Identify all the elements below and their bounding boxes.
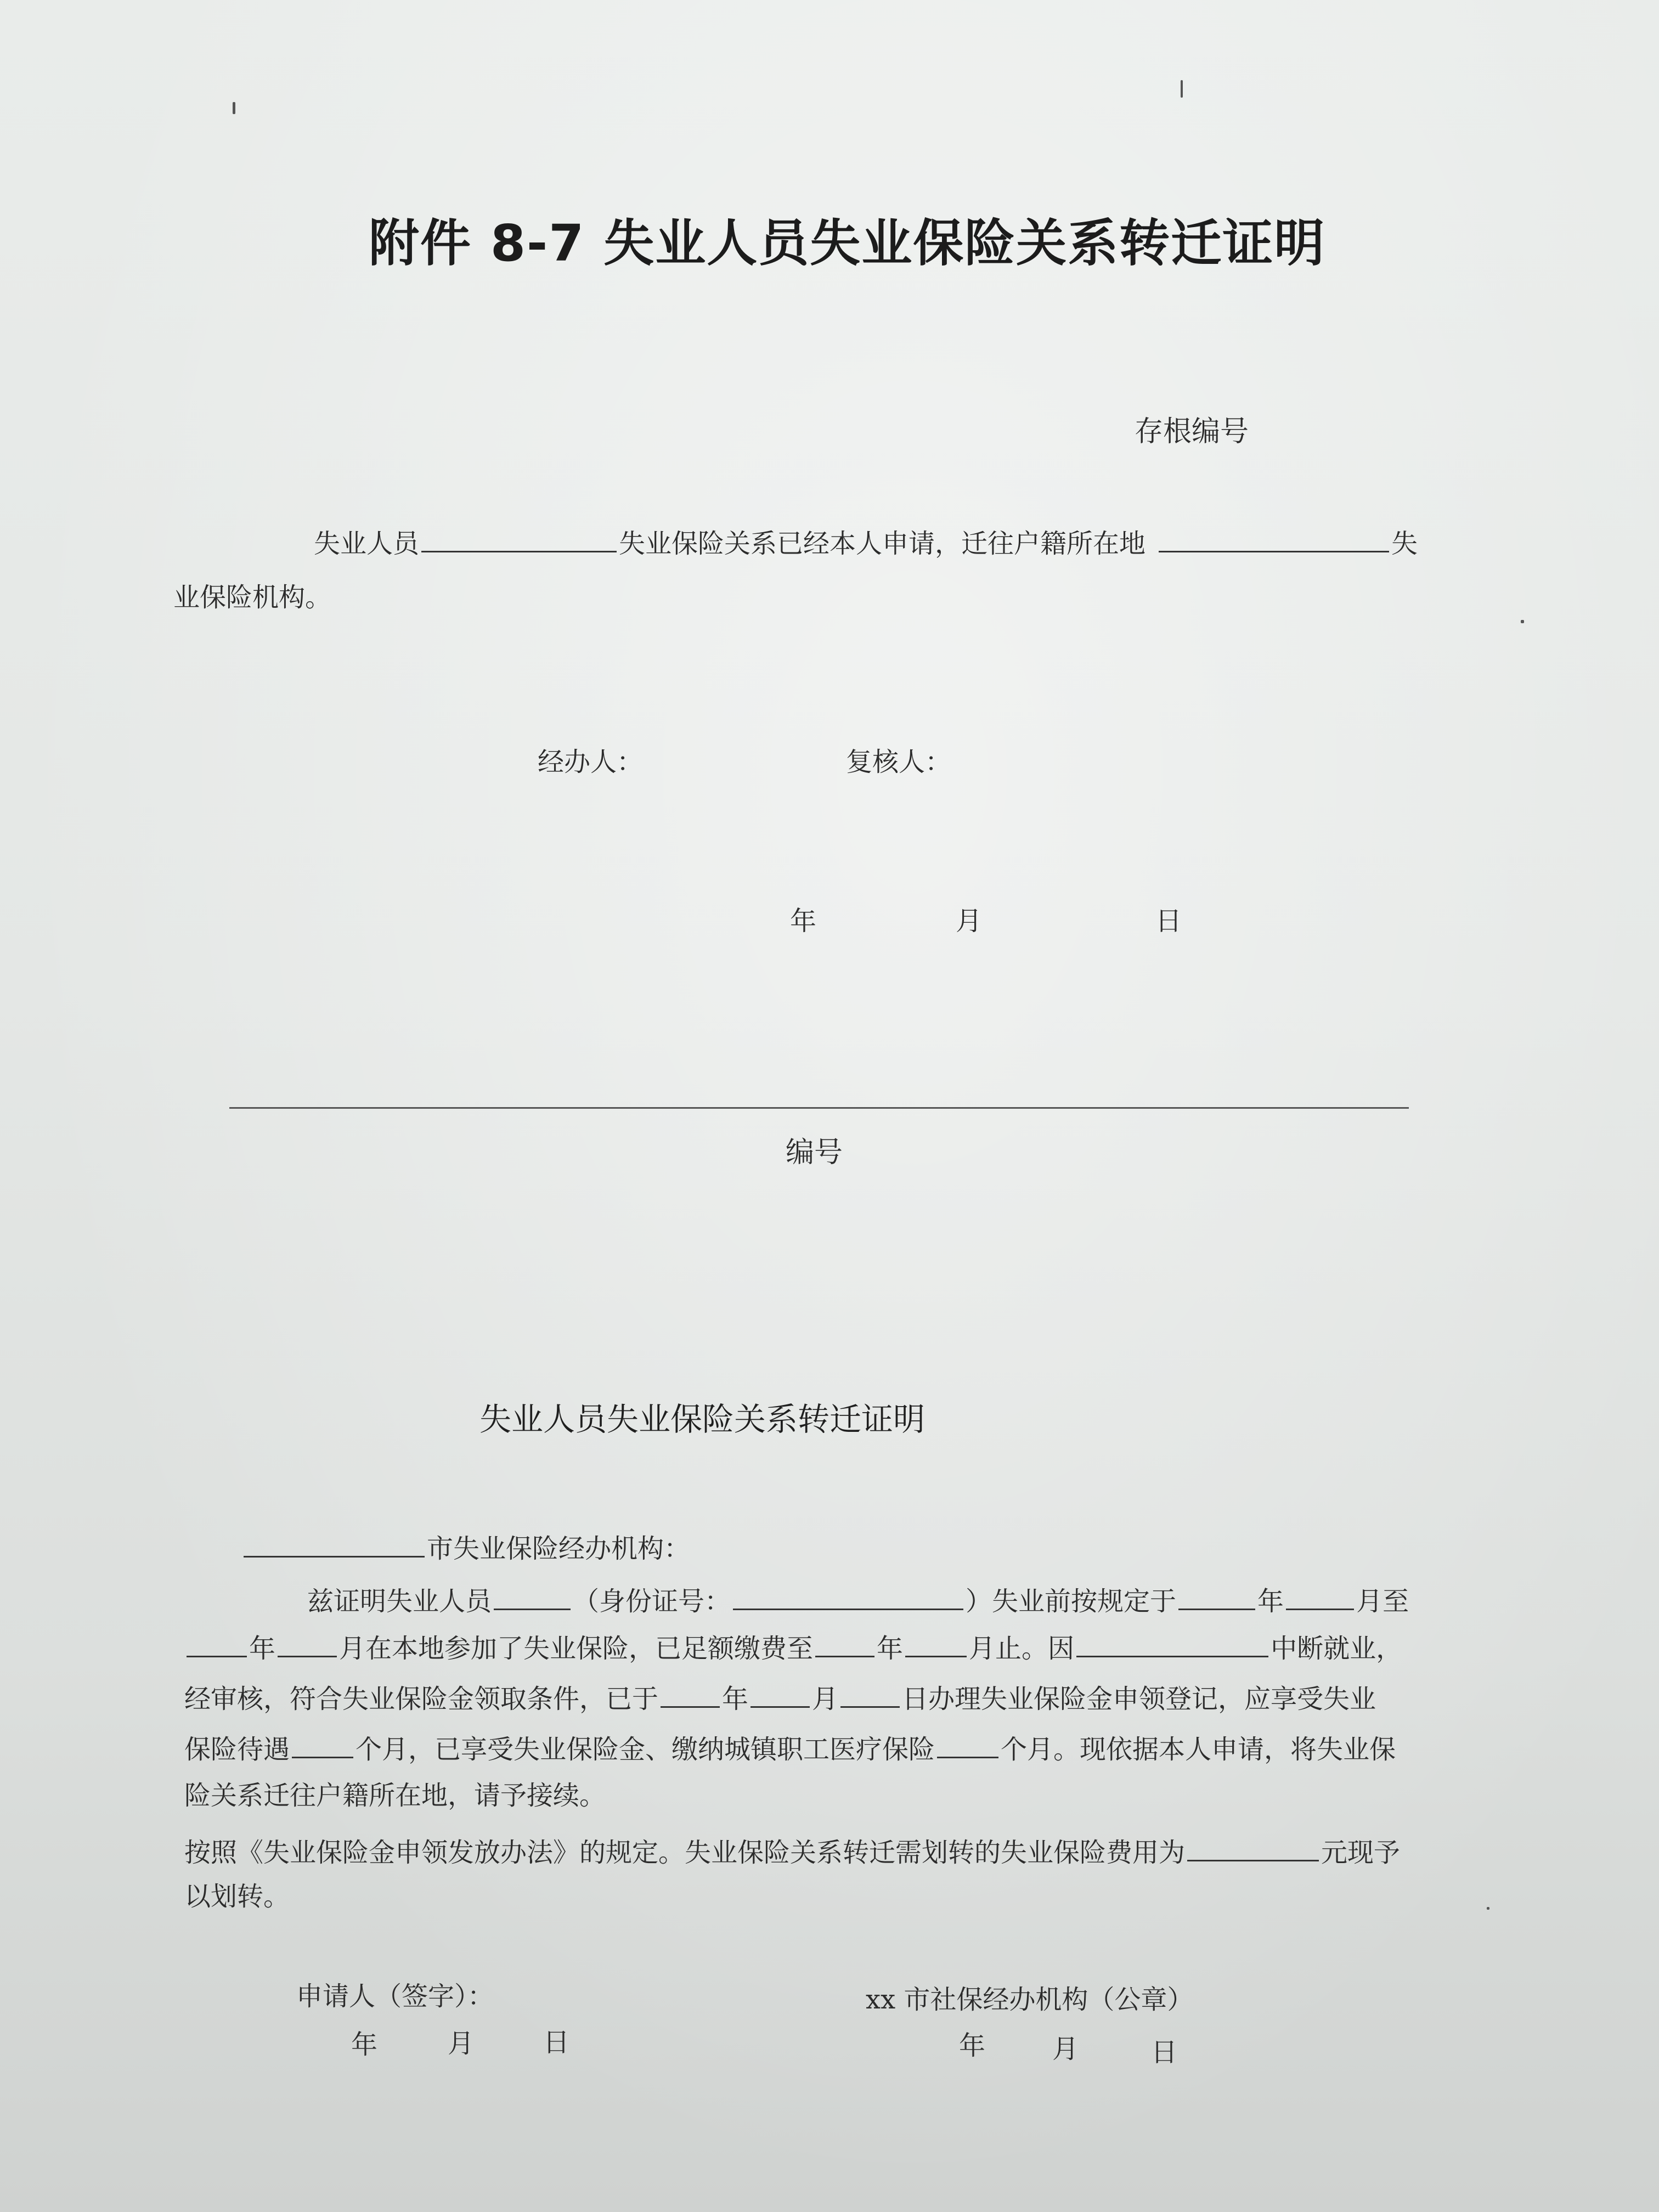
paper-speck: [1181, 80, 1183, 98]
cert-line-3: [184, 1678, 1376, 1716]
city-blank[interactable]: [244, 1530, 425, 1558]
cert-text: 月: [812, 1684, 839, 1714]
cert-text: 市失业保险经办机构：: [427, 1533, 691, 1564]
cert-text: 兹证明失业人员: [307, 1586, 492, 1617]
addressee-line: [241, 1527, 690, 1565]
paid-month-blank[interactable]: [905, 1629, 967, 1657]
id-number-blank[interactable]: [733, 1582, 963, 1610]
reg-year-blank[interactable]: [661, 1680, 720, 1708]
stub-year: 年: [790, 906, 817, 936]
tear-line: [229, 1107, 1409, 1109]
reason-blank[interactable]: [1076, 1629, 1268, 1657]
person-blank[interactable]: [494, 1582, 571, 1610]
cert-line-5: 险关系迁往户籍所在地，请予接续。: [184, 1780, 606, 1811]
cert-line-2: [184, 1627, 1402, 1665]
handler-label: 经办人：: [538, 747, 644, 777]
received-months-blank[interactable]: [937, 1730, 998, 1758]
cert-text: 年: [722, 1684, 749, 1714]
cert-text: 月至: [1356, 1586, 1409, 1617]
cert-title: 失业人员失业保险关系转迁证明: [479, 1401, 926, 1438]
start-year-blank[interactable]: [1178, 1582, 1255, 1610]
agency-year: 年: [959, 2030, 986, 2061]
cert-text: 元现予: [1321, 1837, 1401, 1868]
paper-speck: [233, 102, 235, 114]
amount-blank[interactable]: [1187, 1833, 1319, 1861]
cert-line-1: [307, 1580, 1409, 1618]
stub-text: 失业人员: [314, 528, 420, 559]
cert-line-4: [184, 1728, 1396, 1766]
start-month-blank[interactable]: [1286, 1582, 1354, 1610]
paper-speck: [1521, 620, 1524, 623]
cert-text: 年: [877, 1633, 904, 1664]
page-title: 附件 8-7 失业人员失业保险关系转迁证明: [369, 214, 1326, 273]
agency-month: 月: [1052, 2034, 1079, 2064]
cert-text: 月在本地参加了失业保险，已足额缴费至: [339, 1633, 814, 1664]
cert-text: 日办理失业保险金申领登记，应享受失业: [902, 1684, 1376, 1714]
cert-text: 月止。因: [969, 1633, 1075, 1664]
cert-text: 年: [249, 1633, 276, 1664]
agency-seal-label: xx 市社保经办机构（公章）: [866, 1984, 1194, 2015]
reg-month-blank[interactable]: [751, 1680, 810, 1708]
applicant-signature-label: 申请人（签字）：: [296, 1981, 494, 2012]
benefit-months-blank[interactable]: [292, 1730, 353, 1758]
stub-line-1: [314, 522, 1418, 560]
end-year-blank[interactable]: [187, 1629, 247, 1657]
cert-text: 按照《失业保险金申领发放办法》的规定。失业保险关系转迁需划转的失业保险费用为: [184, 1837, 1186, 1868]
cert-text: 个月。现依据本人申请，将失业保: [1001, 1734, 1396, 1765]
agency-day: 日: [1151, 2037, 1178, 2068]
name-blank[interactable]: [421, 524, 617, 552]
cert-line-6: [184, 1831, 1400, 1869]
stub-day: 日: [1155, 906, 1182, 936]
paid-year-blank[interactable]: [815, 1629, 874, 1657]
applicant-month: 月: [448, 2028, 475, 2059]
cert-text: 个月，已享受失业保险金、缴纳城镇职工医疗保险: [356, 1734, 935, 1765]
stub-number-label: 存根编号: [1135, 415, 1249, 448]
paper-speck: [1487, 1907, 1489, 1910]
stub-text: 失: [1391, 528, 1418, 559]
cert-text: ）失业前按规定于: [966, 1586, 1177, 1617]
cert-text: 年: [1257, 1586, 1284, 1617]
stub-month: 月: [956, 906, 983, 936]
cert-text: （身份证号：: [573, 1586, 731, 1617]
applicant-day: 日: [543, 2027, 570, 2058]
cert-text: 中断就业，: [1271, 1633, 1403, 1664]
cert-text: 保险待遇: [184, 1734, 290, 1765]
stub-line-2: 业保险机构。: [173, 582, 332, 613]
end-month-blank[interactable]: [278, 1629, 337, 1657]
cert-text: 经审核，符合失业保险金领取条件，已于: [184, 1684, 659, 1714]
cert-line-7: 以划转。: [184, 1881, 290, 1912]
reviewer-label: 复核人：: [846, 747, 952, 777]
stub-text: 失业保险关系已经本人申请，迁往户籍所在地: [619, 528, 1146, 559]
reg-day-blank[interactable]: [840, 1680, 900, 1708]
cert-number-label: 编号: [786, 1136, 843, 1169]
destination-blank[interactable]: [1159, 524, 1389, 552]
applicant-year: 年: [351, 2029, 378, 2060]
